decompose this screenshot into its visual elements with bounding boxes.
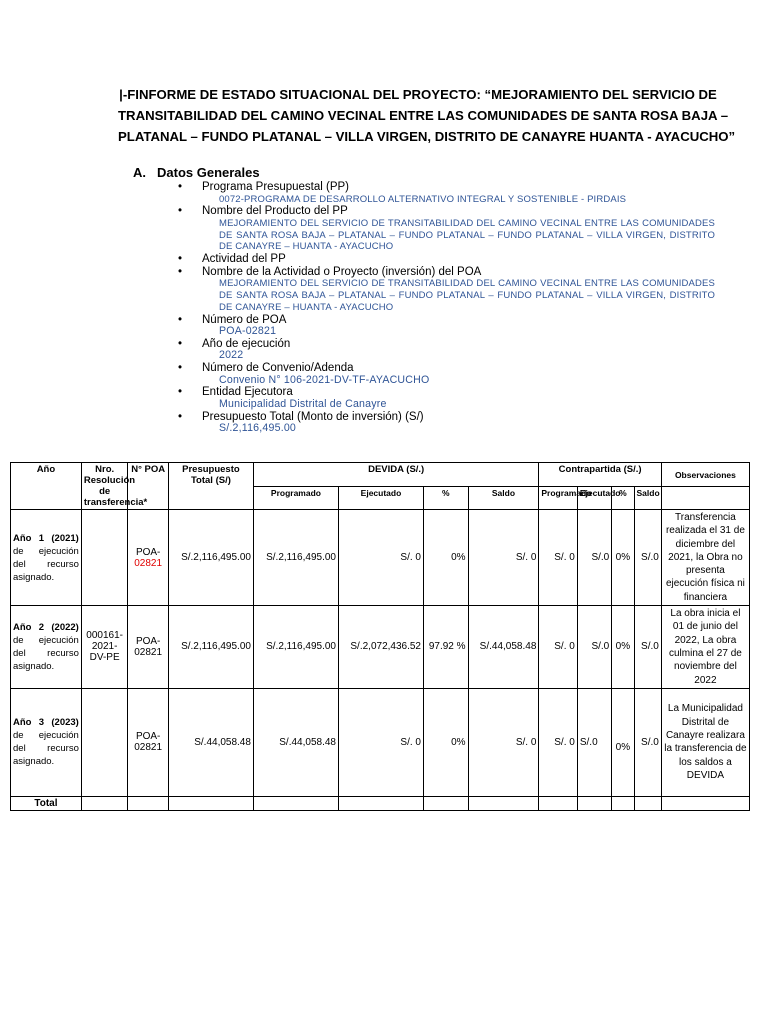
bullet-icon: • (178, 253, 183, 266)
item-value: POA-02821 (219, 325, 277, 338)
header-c-saldo: Saldo (634, 487, 661, 510)
pct-cell: 0% (424, 510, 469, 606)
item-label: Entidad Ejecutora (202, 386, 293, 399)
total-label: Total (11, 796, 82, 810)
header-empty (661, 487, 749, 510)
presupuesto-cell: S/.2,116,495.00 (168, 510, 253, 606)
header-anio: Año (11, 463, 82, 510)
c-ejecutado-cell: S/.0 (577, 606, 611, 689)
year-cell: Año 1 (2021) de ejecución del recurso asignado. (11, 510, 82, 606)
ejecutado-cell: S/. 0 (338, 688, 423, 796)
list-item (178, 181, 715, 205)
header-poa: N° POA (128, 463, 168, 510)
nro-cell (81, 688, 128, 796)
header-c-pct: % (612, 487, 634, 510)
pct-cell: 0% (424, 688, 469, 796)
nro-cell (81, 510, 128, 606)
saldo-cell: S/.44,058.48 (468, 606, 539, 689)
list-item (178, 338, 715, 362)
total-row (11, 796, 750, 810)
ejecutado-cell: S/. 0 (338, 510, 423, 606)
item-value: 2022 (219, 349, 244, 362)
bullet-icon: • (178, 205, 183, 218)
poa-cell: POA- 02821 (128, 688, 168, 796)
bullet-icon: • (178, 313, 183, 326)
poa-cell: POA- 02821 (128, 606, 168, 689)
year-cell: Año 2 (2022) de ejecución del recurso asignado. (11, 606, 82, 689)
c-saldo-cell: S/.0 (634, 510, 661, 606)
c-ejecutado-cell: S/.0 (577, 510, 611, 606)
header-c-programado: Programado (539, 487, 577, 510)
item-value: Municipalidad Distrital de Canayre (219, 397, 387, 410)
table-row (11, 688, 750, 796)
c-programado-cell: S/. 0 (539, 510, 577, 606)
c-pct-cell: 0% (612, 606, 634, 689)
item-value: MEJORAMIENTO DEL SERVICIO DE TRANSITABILIDAD DEL CAMINO VECINAL ENTRE LAS COMUNIDADES DE SANTA ROSA BAJA – PLATANAL – FUNDO PLATANAL – FUNDO PLATANAL – VILLA VIRGEN, DISTRITO DE CANAYRE – HUANTA - AYACUCHO (219, 217, 715, 253)
presupuesto-cell: S/.44,058.48 (168, 688, 253, 796)
item-label: Nombre de la Actividad o Proyecto (inversión) del POA (202, 265, 482, 278)
nro-cell: 000161-2021-DV-PE (81, 606, 128, 689)
item-label: Número de Convenio/Adenda (202, 362, 354, 375)
programado-cell: S/.2,116,495.00 (253, 606, 338, 689)
observaciones-cell: La obra inicia el 01 de junio del 2022, La obra culmina el 27 de noviembre del 2022 (661, 606, 749, 689)
item-label: Presupuesto Total (Monto de inversión) (S/) (202, 410, 424, 423)
item-value: 0072-PROGRAMA DE DESARROLLO ALTERNATIVO INTEGRAL Y SOSTENIBLE - PIRDAIS (219, 193, 627, 205)
title-line-3: PLATANAL – FUNDO PLATANAL – VILLA VIRGEN, DISTRITO DE CANAYRE HUANTA - AYACUCHO” (118, 129, 736, 144)
saldo-cell: S/. 0 (468, 688, 539, 796)
bullet-icon: • (178, 181, 183, 193)
bullet-icon: • (178, 362, 183, 375)
bullet-icon: • (178, 265, 183, 278)
header-saldo: Saldo (468, 487, 539, 510)
table-row (11, 606, 750, 689)
item-value: Convenio N° 106-2021-DV-TF-AYACUCHO (219, 373, 430, 386)
item-value: MEJORAMIENTO DEL SERVICIO DE TRANSITABILIDAD DEL CAMINO VECINAL ENTRE LAS COMUNIDADES DE SANTA ROSA BAJA – PLATANAL – FUNDO PLATANAL – FUNDO PLATANAL – VILLA VIRGEN, DISTRITO DE CANAYRE – HUANTA - AYACUCHO (219, 278, 715, 313)
section-heading (133, 165, 260, 180)
c-pct-cell: 0% (612, 688, 634, 796)
presupuesto-cell: S/.2,116,495.00 (168, 606, 253, 689)
year-cell: Año 3 (2023) de ejecución del recurso asignado. (11, 688, 82, 796)
c-saldo-cell: S/.0 (634, 606, 661, 689)
title-line-2: TRANSITABILIDAD DEL CAMINO VECINAL ENTRE LAS COMUNIDADES DE SANTA ROSA BAJA – (118, 108, 729, 123)
programado-cell: S/.2,116,495.00 (253, 510, 338, 606)
header-presupuesto: Presupuesto Total (S/) (168, 463, 253, 510)
general-data-list (178, 181, 715, 435)
c-pct-cell: 0% (612, 510, 634, 606)
report-title (118, 84, 736, 147)
header-ejecutado: Ejecutado (338, 487, 423, 510)
item-label: Programa Presupuestal (PP) (202, 181, 350, 193)
header-pct: % (424, 487, 469, 510)
bullet-icon: • (178, 410, 183, 423)
c-programado-cell: S/. 0 (539, 688, 577, 796)
header-programado: Programado (253, 487, 338, 510)
list-item (178, 205, 715, 253)
c-saldo-cell: S/.0 (634, 688, 661, 796)
programado-cell: S/.44,058.48 (253, 688, 338, 796)
execution-table (10, 462, 750, 811)
bullet-icon: • (178, 337, 183, 350)
section-title: Datos Generales (157, 165, 260, 180)
header-c-ejecutado: Ejecutado (577, 487, 611, 510)
item-value: S/.2,116,495.00 (219, 422, 297, 435)
item-label: Año de ejecución (202, 337, 291, 350)
section-letter: A. (133, 165, 146, 180)
ejecutado-cell: S/.2,072,436.52 (338, 606, 423, 689)
observaciones-cell: Transferencia realizada el 31 de diciembre del 2021, la Obra no presenta ejecución física ni financiera (661, 510, 749, 606)
list-item (178, 314, 715, 338)
header-observaciones: Observaciones (661, 463, 749, 487)
item-label: Número de POA (202, 313, 287, 326)
list-item (178, 362, 715, 386)
c-ejecutado-cell: S/.0 (577, 688, 611, 796)
list-item (178, 411, 715, 435)
c-programado-cell: S/. 0 (539, 606, 577, 689)
observaciones-cell: La Municipalidad Distrital de Canayre realizara la transferencia de los saldos a DEVIDA (661, 688, 749, 796)
list-item (178, 266, 715, 314)
saldo-cell: S/. 0 (468, 510, 539, 606)
bullet-icon: • (178, 386, 183, 399)
item-label: Nombre del Producto del PP (202, 205, 348, 218)
title-line-1: |-FINFORME DE ESTADO SITUACIONAL DEL PROYECTO: “MEJORAMIENTO DEL SERVICIO DE (119, 87, 717, 102)
list-item (178, 253, 715, 266)
list-item (178, 386, 715, 410)
poa-cell: POA- 02821 (128, 510, 168, 606)
header-nro-resolucion: Nro. Resolución de transferencia* (81, 463, 128, 510)
item-label: Actividad del PP (202, 253, 286, 266)
table-row (11, 510, 750, 606)
header-contrapartida: Contrapartida (S/.) (539, 463, 661, 487)
pct-cell: 97.92 % (424, 606, 469, 689)
header-devida: DEVIDA (S/.) (253, 463, 538, 487)
